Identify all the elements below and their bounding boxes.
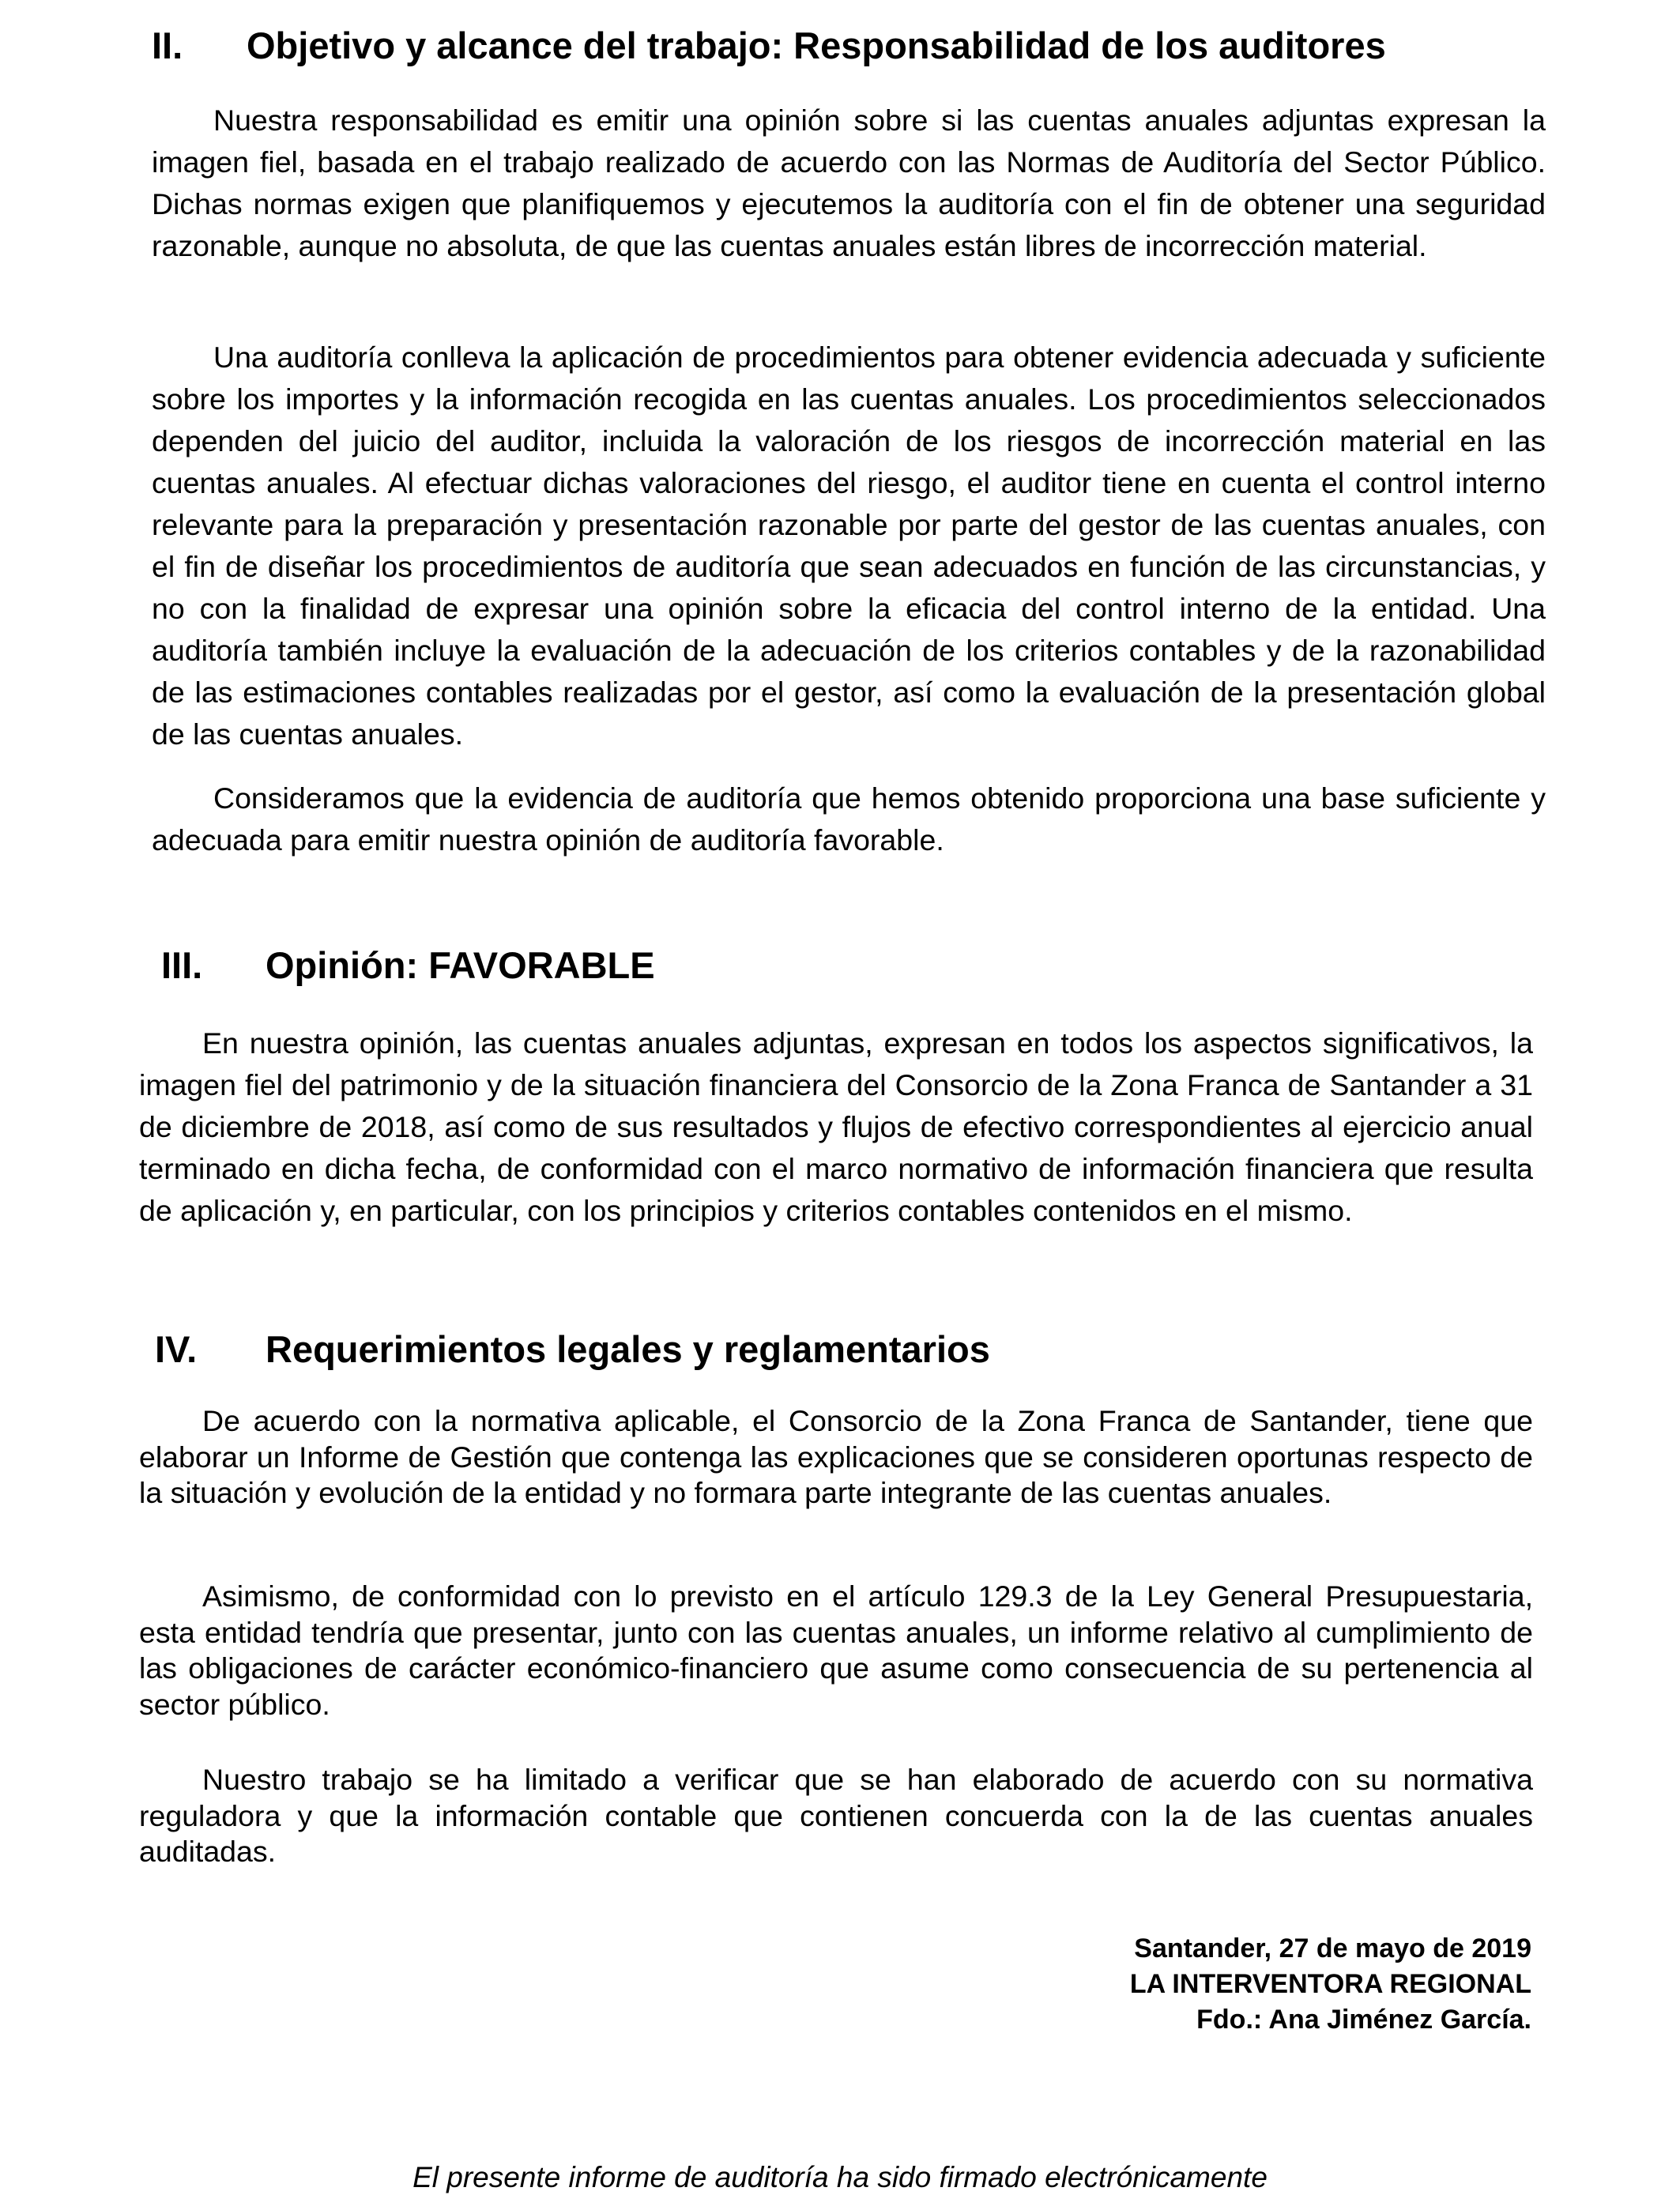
section-2-title: Objetivo y alcance del trabajo: Responsabilidad de los auditores xyxy=(247,24,1386,66)
section-4-paragraph-2: Asimismo, de conformidad con lo previsto en el artículo 129.3 de la Ley General Presupuestaria, esta entidad tendría que presentar, junto con las cuentas anuales, un informe relativo al cumplimiento de las obligaciones de carácter económico-financiero que asume como consecuencia de su pertenencia al sector público. xyxy=(139,1579,1533,1721)
section-3-number: III. xyxy=(161,944,203,986)
section-4-paragraph-1: De acuerdo con la normativa aplicable, el Consorcio de la Zona Franca de Santander, tiene que elaborar un Informe de Gestión que contenga las explicaciones que se consideren oportunas respecto de la situación y evolución de la entidad y no formara parte integrante de las cuentas anuales. xyxy=(139,1404,1533,1509)
section-2-paragraph-1: Nuestra responsabilidad es emitir una opinión sobre si las cuentas anuales adjuntas expresan la imagen fiel, basada en el trabajo realizado de acuerdo con las Normas de Auditoría del Sector Público. Dichas normas exigen que planifiquemos y ejecutemos la auditoría con el fin de obtener una seguridad razonable, aunque no absoluta, de que las cuentas anuales están libres de incorrección material. xyxy=(152,104,1546,262)
section-2-number: II. xyxy=(152,24,183,66)
signature-role: LA INTERVENTORA REGIONAL xyxy=(1129,1969,1531,1999)
section-4-title: Requerimientos legales y reglamentarios xyxy=(266,1328,990,1370)
section-2-paragraph-2: Una auditoría conlleva la aplicación de procedimientos para obtener evidencia adecuada y suficiente sobre los importes y la información recogida en las cuentas anuales. Los procedimientos seleccionados dependen del juicio del auditor, incluida la valoración de los riesgos de incorrección material en las cuentas anuales. Al efectuar dichas valoraciones del riesgo, el auditor tiene en cuenta el control interno relevante para la preparación y presentación razonable por parte del gestor de las cuentas anuales, con el fin de diseñar los procedimientos de auditoría que sean adecuados en función de las circunstancias, y no con la finalidad de expresar una opinión sobre la eficacia del control interno de la entidad. Una auditoría también incluye la evaluación de la adecuación de los criterios contables y de la razonabilidad de las estimaciones contables realizadas por el gestor, así como la evaluación de la presentación global de las cuentas anuales. xyxy=(152,341,1546,751)
section-2-paragraph-3: Consideramos que la evidencia de auditoría que hemos obtenido proporciona una base suficiente y adecuada para emitir nuestra opinión de auditoría favorable. xyxy=(152,781,1546,857)
signature-place-date: Santander, 27 de mayo de 2019 xyxy=(1134,1933,1531,1963)
section-4-paragraph-3: Nuestro trabajo se ha limitado a verificar que se han elaborado de acuerdo con su normativa reguladora y que la información contable que contienen concuerda con la de las cuentas anuales auditadas. xyxy=(139,1763,1533,1868)
section-4-number: IV. xyxy=(155,1328,198,1370)
section-3-paragraph-1: En nuestra opinión, las cuentas anuales adjuntas, expresan en todos los aspectos significativos, la imagen fiel del patrimonio y de la situación financiera del Consorcio de la Zona Franca de Santander a 31 de diciembre de 2018, así como de sus resultados y flujos de efectivo correspondientes al ejercicio anual terminado en dicha fecha, de conformidad con el marco normativo de información financiera que resulta de aplicación y, en particular, con los principios y criterios contables contenidos en el mismo. xyxy=(139,1026,1533,1227)
section-3-title: Opinión: FAVORABLE xyxy=(266,944,655,986)
signature-signed-by: Fdo.: Ana Jiménez García. xyxy=(1196,2005,1531,2035)
signature-block xyxy=(1130,1931,1531,2038)
electronic-signature-note: El presente informe de auditoría ha sido firmado electrónicamente xyxy=(412,2161,1268,2193)
